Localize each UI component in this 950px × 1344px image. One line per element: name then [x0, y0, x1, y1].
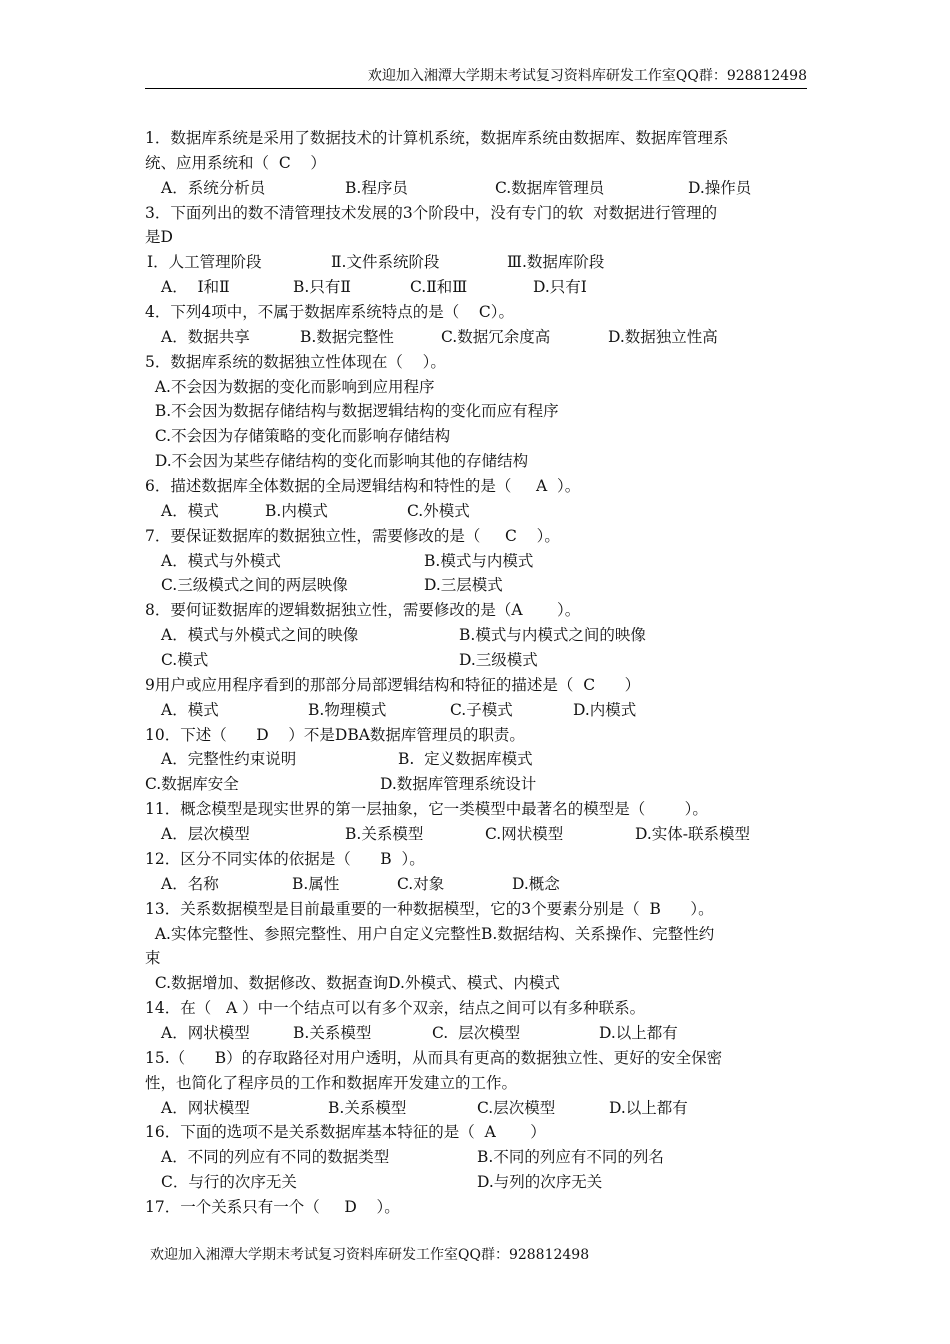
- option: D.以上都有: [599, 1023, 678, 1042]
- option-row: [145, 176, 810, 201]
- option: B.关系模型: [328, 1098, 407, 1117]
- option: D.概念: [512, 874, 560, 893]
- option-row: [145, 499, 810, 524]
- option-row: [145, 573, 810, 598]
- text-line: 3．下面列出的数不清管理技术发展的3个阶段中，没有专门的软 对数据进行管理的: [145, 203, 718, 222]
- text-line: 13．关系数据模型是目前最重要的一种数据模型，它的3个要素分别是（ B ）。: [145, 899, 714, 918]
- text-line: 是D: [145, 228, 173, 247]
- option: A．模式: [161, 700, 219, 719]
- option: D.操作员: [688, 178, 752, 197]
- text-line: 8．要何证数据库的逻辑数据独立性，需要修改的是（A ）。: [145, 601, 581, 620]
- text-line: 束: [145, 949, 161, 968]
- option: C.层次模型: [477, 1098, 556, 1117]
- option: B. 定义数据库模式: [398, 750, 533, 769]
- option-row: [145, 822, 810, 847]
- option-row: [145, 1021, 810, 1046]
- option-row: [145, 1145, 810, 1170]
- option: C.数据冗余度高: [441, 327, 551, 346]
- option: B.关系模型: [345, 825, 424, 844]
- option: C.数据库安全: [145, 775, 239, 794]
- text-line: 11．概念模型是现实世界的第一层抽象，它一类模型中最著名的模型是（ ）。: [145, 800, 708, 819]
- text-line: 16．下面的选项不是关系数据库基本特征的是（ A ）: [145, 1123, 546, 1142]
- text-line: 10．下述（ D ）不是DBA数据库管理员的职责。: [145, 725, 525, 744]
- option: A．层次模型: [161, 825, 250, 844]
- option: C.外模式: [407, 501, 470, 520]
- option: C．与行的次序无关: [161, 1173, 297, 1192]
- question-content: [145, 126, 810, 1220]
- option: D.数据独立性高: [608, 327, 718, 346]
- text-line: 12．区分不同实体的依据是（ B ）。: [145, 849, 425, 868]
- option-row: [145, 623, 810, 648]
- text-line: 1．数据库系统是采用了数据技术的计算机系统，数据库系统由数据库、数据库管理系: [145, 129, 729, 147]
- option: Ⅲ.数据库阶段: [507, 253, 605, 272]
- option: B.物理模式: [308, 700, 387, 719]
- option: D.三级模式: [459, 651, 538, 670]
- option-row: [145, 747, 810, 772]
- option-row: [145, 1170, 810, 1195]
- option: B.关系模型: [293, 1023, 372, 1042]
- option: C.模式: [161, 651, 209, 670]
- option-row: [145, 772, 810, 797]
- option: B.只有Ⅱ: [293, 278, 351, 297]
- text-line: B.不会因为数据存储结构与数据逻辑结构的变化而应有程序: [145, 402, 559, 421]
- text-line: 17．一个关系只有一个（ D ）。: [145, 1197, 400, 1216]
- option: C.三级模式之间的两层映像: [161, 576, 348, 595]
- option: A．完整性约束说明: [161, 750, 297, 769]
- text-line: 9用户或应用程序看到的那部分局部逻辑结构和特征的描述是（ C ）: [145, 675, 641, 694]
- option: B.属性: [292, 874, 340, 893]
- text-line: D.不会因为某些存储结构的变化而影响其他的存储结构: [145, 452, 529, 471]
- text-line: A.不会因为数据的变化而影响到应用程序: [145, 377, 435, 396]
- option: D.与列的次序无关: [477, 1173, 603, 1192]
- text-line: 15.（ B）的存取路径对用户透明，从而具有更高的数据独立性、更好的安全保密: [145, 1048, 723, 1067]
- option: A．名称: [161, 874, 219, 893]
- option: B.内模式: [265, 501, 328, 520]
- option: D.内模式: [573, 700, 637, 719]
- text-line: 7．要保证数据库的数据独立性，需要修改的是（ C ）。: [145, 526, 560, 545]
- option: D.实体-联系模型: [635, 825, 751, 844]
- option: B.模式与内模式: [424, 551, 534, 570]
- option: A．网状模型: [161, 1098, 250, 1117]
- text-line: A.实体完整性、参照完整性、用户自定义完整性B.数据结构、关系操作、完整性约: [145, 924, 715, 943]
- option: C.对象: [397, 874, 445, 893]
- text-line: 14．在（ A ）中一个结点可以有多个双亲，结点之间可以有多种联系。: [145, 999, 646, 1018]
- text-line: 统、应用系统和（ C ）: [145, 153, 326, 172]
- option: A．模式与外模式之间的映像: [161, 626, 359, 645]
- option: A．网状模型: [161, 1023, 250, 1042]
- page-footer: 欢迎加入湘潭大学期末考试复习资料库研发工作室QQ群：928812498: [150, 1247, 590, 1263]
- option-row: [145, 648, 810, 673]
- text-line: C.不会因为存储策略的变化而影响存储结构: [145, 427, 451, 446]
- text-line: 4．下列4项中，不属于数据库系统特点的是（ C）。: [145, 303, 515, 322]
- option-row: [145, 549, 810, 574]
- option: A． Ⅰ和Ⅱ: [161, 278, 230, 297]
- option: C. 层次模型: [432, 1023, 521, 1042]
- option: Ⅰ．人工管理阶段: [147, 253, 262, 272]
- option: D.三层模式: [424, 576, 503, 595]
- option: B.程序员: [345, 178, 408, 197]
- option-row: [145, 250, 810, 275]
- text-line: 5．数据库系统的数据独立性体现在（ ）。: [145, 352, 446, 371]
- option: C.数据库管理员: [495, 178, 605, 197]
- option: D.只有Ⅰ: [533, 278, 587, 297]
- option: C.网状模型: [485, 825, 564, 844]
- text-line: C.数据增加、数据修改、数据查询D.外模式、模式、内模式: [145, 974, 560, 993]
- option-row: [145, 1096, 810, 1121]
- text-line: 性，也简化了程序员的工作和数据库开发建立的工作。: [145, 1073, 518, 1092]
- option-row: [145, 698, 810, 723]
- option: B.不同的列应有不同的列名: [477, 1148, 664, 1167]
- page-header: [145, 66, 807, 89]
- option: C.子模式: [450, 700, 513, 719]
- option: C.Ⅱ和Ⅲ: [410, 278, 468, 297]
- option: D.以上都有: [609, 1098, 688, 1117]
- option: A．不同的列应有不同的数据类型: [161, 1148, 390, 1167]
- option: A．系统分析员: [161, 178, 266, 197]
- text-line: 6．描述数据库全体数据的全局逻辑结构和特性的是（ A ）。: [145, 477, 581, 496]
- option: Ⅱ.文件系统阶段: [331, 253, 440, 272]
- option-row: [145, 275, 810, 300]
- option: A．模式与外模式: [161, 551, 281, 570]
- option: A．模式: [161, 501, 219, 520]
- option: B.模式与内模式之间的映像: [459, 626, 646, 645]
- option: A．数据共享: [161, 327, 250, 346]
- option: D.数据库管理系统设计: [380, 775, 537, 794]
- option: B.数据完整性: [300, 327, 394, 346]
- header-text: 欢迎加入湘潭大学期末考试复习资料库研发工作室QQ群：928812498: [367, 68, 807, 84]
- option-row: [145, 872, 810, 897]
- option-row: [145, 325, 810, 350]
